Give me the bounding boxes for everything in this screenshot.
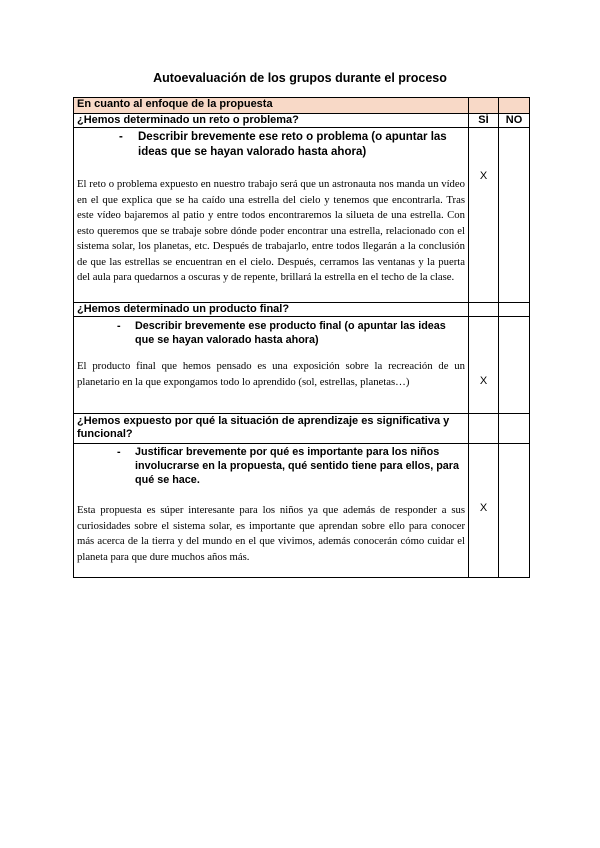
check-mark-3: X: [479, 502, 488, 514]
answer-row-1: [74, 128, 530, 303]
answer-text-1: El reto o problema expuesto en nuestro trabajo será que un astronauta nos manda un vídeo en el que explica que se ha caído una estrella del cielo y tenemos que encontrarla. Tras este vídeo bajaremos al patio y entre todos encontraremos la silueta de una estrella. Con esto queremos que se trabaje sobre dónde poder encontrar una estrella, relacionado con el sistema solar, los planetas, etc. Después de trabajarlo, entre todos llegarán a la conclusión de que las estrellas se encuentran en el cielo. Después, cerramos las ventanas y la puerta del aula para quedarnos a oscuras y de repente, brillará la estrella en el techo de la clase.: [77, 178, 465, 283]
instruction-3: - Justificar brevemente por qué es importante para los niños involucrarse en la propuesta, qué sentido tiene para ellos, para qué se hace.: [117, 446, 460, 486]
section-header: En cuanto al enfoque de la propuesta: [74, 98, 469, 114]
answer-row-3: [74, 444, 530, 578]
yes-cell-3: [469, 444, 499, 578]
answer-cell-1: [74, 128, 469, 303]
answer-row-2: [74, 317, 530, 414]
question-row-1: [74, 114, 530, 128]
question-2: ¿Hemos determinado un producto final?: [74, 303, 469, 317]
column-yes-header: SÍ: [469, 114, 499, 128]
no-cell-2: [499, 317, 530, 414]
instruction-1: - Describir brevemente ese reto o problema (o apuntar las ideas que se hayan valorado hasta ahora): [119, 131, 447, 158]
answer-text-3: Esta propuesta es súper interesante para los niños ya que además de responder a sus curiosidades sobre el sistema solar, es importante que aprendan sobre ello para conocer más acerca de la tierra y del mundo en el que vivimos, además conocerán cómo cuidar el planeta para que dure muchos años más.: [77, 504, 465, 563]
question-row-3: [74, 414, 530, 444]
question-1: ¿Hemos determinado un reto o problema?: [74, 114, 469, 128]
no-cell-1: [499, 128, 530, 303]
column-no-header: NO: [499, 114, 530, 128]
answer-cell-3: [74, 444, 469, 578]
section-header-row: [74, 98, 530, 114]
no-cell-3: [499, 444, 530, 578]
question-3: ¿Hemos expuesto por qué la situación de aprendizaje es significativa y funcional?: [74, 414, 469, 444]
yes-cell-1: [469, 128, 499, 303]
question-row-2: [74, 303, 530, 317]
check-mark-1: X: [479, 170, 488, 182]
check-mark-2: X: [479, 375, 488, 387]
yes-cell-2: [469, 317, 499, 414]
instruction-2: - Describir brevemente ese producto final (o apuntar las ideas que se hayan valorado hasta ahora): [117, 320, 446, 346]
page-title: Autoevaluación de los grupos durante el proceso: [153, 71, 447, 85]
answer-cell-2: [74, 317, 469, 414]
answer-text-2: El producto final que hemos pensado es una exposición sobre la recreación de un planetario en la que expongamos todo lo aprendido (sol, estrellas, planetas…): [77, 360, 465, 388]
self-evaluation-table: [73, 97, 530, 578]
